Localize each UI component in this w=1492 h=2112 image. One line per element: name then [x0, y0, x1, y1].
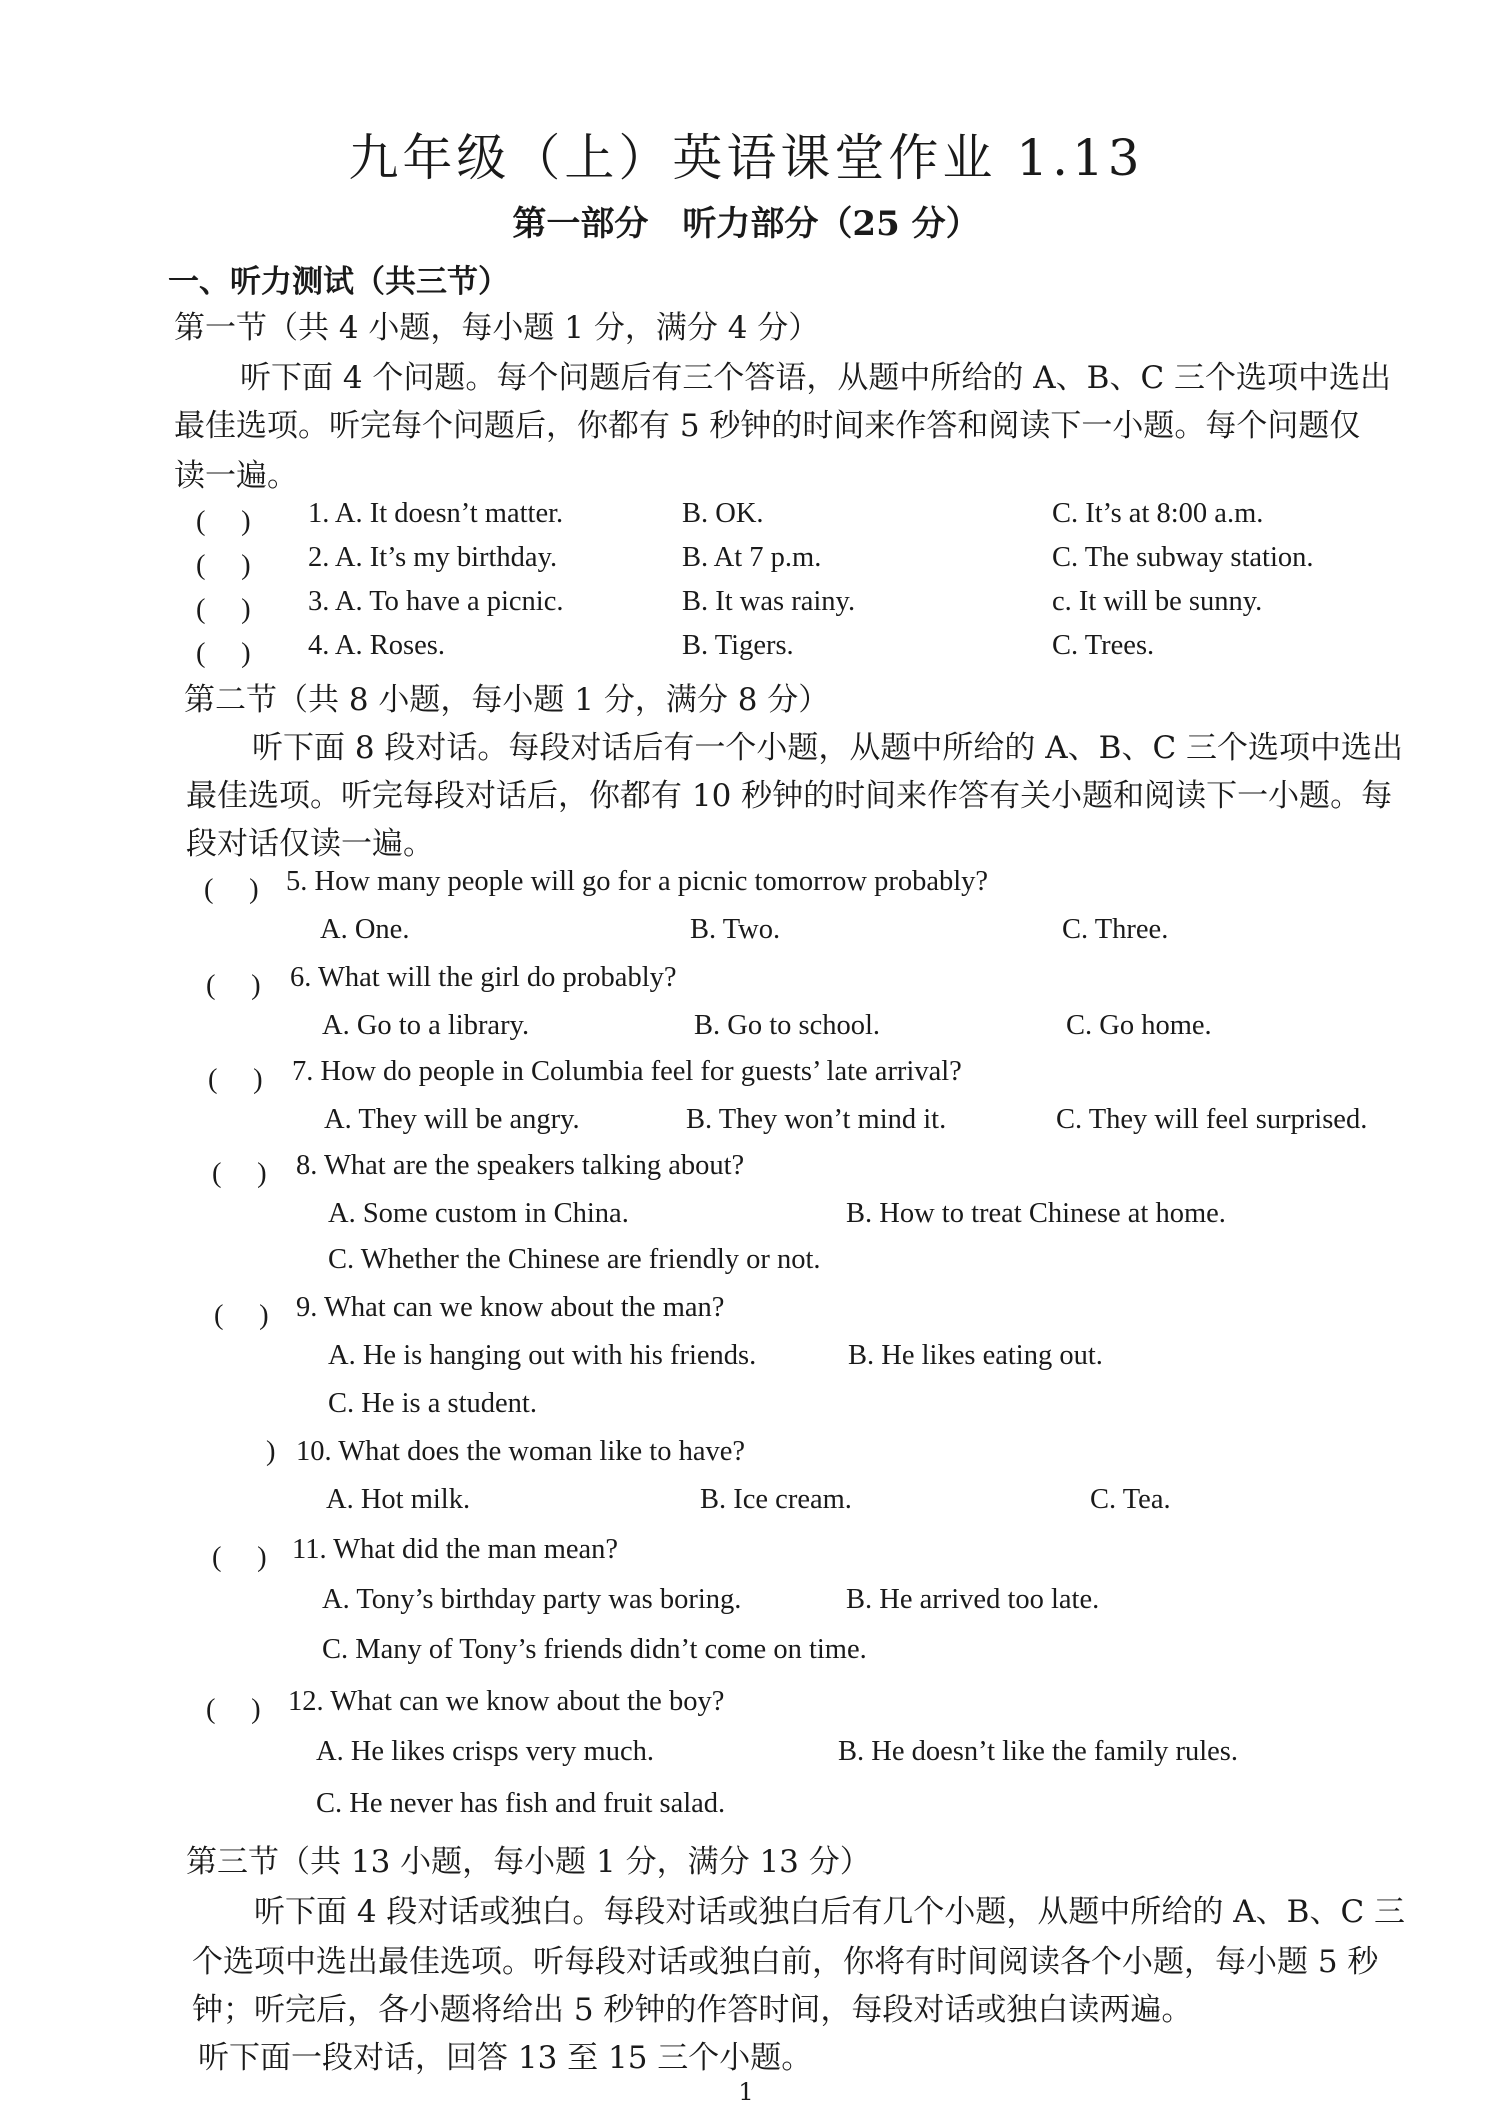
question-12-option-a: A. He likes crisps very much.: [316, 1736, 654, 1767]
answer-blank[interactable]: ( ): [196, 550, 251, 581]
question-7-option-b: B. They won’t mind it.: [686, 1104, 947, 1135]
question-10-option-c: C. Tea.: [1090, 1484, 1171, 1515]
question-6-option-c: C. Go home.: [1066, 1010, 1212, 1041]
question-2-option-c: C. The subway station.: [1052, 542, 1314, 573]
answer-blank[interactable]: ( ): [206, 1694, 261, 1725]
section1-instruction-line: 最佳选项。听完每个问题后，你都有 5 秒钟的时间来作答和阅读下一小题。每个问题仅: [174, 408, 1361, 444]
question-3-option-b: B. It was rainy.: [682, 586, 856, 617]
section2-instruction-line: 听下面 8 段对话。每段对话后有一个小题，从题中所给的 A、B、C 三个选项中选出: [252, 730, 1404, 766]
answer-blank[interactable]: ( ): [208, 1064, 263, 1095]
section3-instruction-line: 听下面 4 段对话或独白。每段对话或独白后有几个小题，从题中所给的 A、B、C 三: [254, 1894, 1406, 1930]
section3-heading: 第三节（共 13 小题，每小题 1 分，满分 13 分）: [186, 1844, 871, 1880]
question-1-option-c: C. It’s at 8:00 a.m.: [1052, 498, 1264, 529]
question-2-option-b: B. At 7 p.m.: [682, 542, 822, 573]
section1-heading: 第一节（共 4 小题，每小题 1 分，满分 4 分）: [174, 310, 820, 346]
question-12-option-b: B. He doesn’t like the family rules.: [838, 1736, 1238, 1767]
section3-sub-instruction: 听下面一段对话，回答 13 至 15 三个小题。: [198, 2040, 813, 2076]
answer-blank[interactable]: ( ): [196, 594, 251, 625]
section1-instruction-line: 听下面 4 个问题。每个问题后有三个答语，从题中所给的 A、B、C 三个选项中选出: [240, 360, 1392, 396]
answer-blank[interactable]: ( ): [204, 874, 259, 905]
question-1-option-a: 1. A. It doesn’t matter.: [308, 498, 564, 529]
question-11-option-c: C. Many of Tony’s friends didn’t come on time.: [322, 1634, 867, 1665]
question-7-option-c: C. They will feel surprised.: [1056, 1104, 1368, 1135]
question-2-option-a: 2. A. It’s my birthday.: [308, 542, 558, 573]
question-12-text: 12. What can we know about the boy?: [288, 1686, 725, 1717]
question-8-option-a: A. Some custom in China.: [328, 1198, 629, 1229]
question-11-option-b: B. He arrived too late.: [846, 1584, 1100, 1615]
question-5-option-a: A. One.: [320, 914, 410, 945]
answer-blank[interactable]: ( ): [214, 1300, 269, 1331]
page-number: 1: [738, 2078, 754, 2106]
section2-instruction-line: 最佳选项。听完每段对话后，你都有 10 秒钟的时间来作答有关小题和阅读下一小题。每: [186, 778, 1393, 814]
question-10-option-b: B. Ice cream.: [700, 1484, 852, 1515]
question-11-option-a: A. Tony’s birthday party was boring.: [322, 1584, 742, 1615]
answer-blank[interactable]: ( ): [206, 970, 261, 1001]
question-8-option-b: B. How to treat Chinese at home.: [846, 1198, 1226, 1229]
answer-blank[interactable]: ( ): [196, 638, 251, 669]
question-4-option-a: 4. A. Roses.: [308, 630, 445, 661]
question-4-option-c: C. Trees.: [1052, 630, 1155, 661]
section2-instruction-line: 段对话仅读一遍。: [186, 826, 434, 862]
question-1-option-b: B. OK.: [682, 498, 764, 529]
question-12-option-c: C. He never has fish and fruit salad.: [316, 1788, 726, 1819]
question-8-option-c: C. Whether the Chinese are friendly or not.: [328, 1244, 821, 1275]
part-subtitle: 第一部分 听力部分（25 分）: [512, 204, 980, 244]
question-5-option-c: C. Three.: [1062, 914, 1169, 945]
question-5-option-b: B. Two.: [690, 914, 781, 945]
question-6-option-b: B. Go to school.: [694, 1010, 881, 1041]
section2-heading: 第二节（共 8 小题，每小题 1 分，满分 8 分）: [184, 682, 830, 718]
answer-blank[interactable]: ( ): [212, 1542, 267, 1573]
question-3-option-a: 3. A. To have a picnic.: [308, 586, 564, 617]
question-5-text: 5. How many people will go for a picnic tomorrow probably?: [286, 866, 989, 897]
question-9-option-b: B. He likes eating out.: [848, 1340, 1103, 1371]
question-9-option-a: A. He is hanging out with his friends.: [328, 1340, 757, 1371]
question-11-text: 11. What did the man mean?: [292, 1534, 619, 1565]
answer-blank[interactable]: ( ): [212, 1158, 267, 1189]
answer-blank[interactable]: ): [266, 1436, 276, 1467]
question-9-text: 9. What can we know about the man?: [296, 1292, 725, 1323]
question-6-text: 6. What will the girl do probably?: [290, 962, 677, 993]
question-6-option-a: A. Go to a library.: [322, 1010, 530, 1041]
question-3-option-c: c. It will be sunny.: [1052, 586, 1263, 617]
question-4-option-b: B. Tigers.: [682, 630, 794, 661]
section1-instruction-line: 读一遍。: [174, 458, 298, 494]
question-7-text: 7. How do people in Columbia feel for guests’ late arrival?: [292, 1056, 962, 1087]
question-10-option-a: A. Hot milk.: [326, 1484, 471, 1515]
question-8-text: 8. What are the speakers talking about?: [296, 1150, 745, 1181]
question-9-option-c: C. He is a student.: [328, 1388, 537, 1419]
page-title: 九年级（上）英语课堂作业 1.13: [348, 129, 1144, 187]
answer-blank[interactable]: ( ): [196, 506, 251, 537]
part-heading: 一、听力测试（共三节）: [168, 264, 509, 300]
section3-instruction-line: 个选项中选出最佳选项。听每段对话或独白前，你将有时间阅读各个小题，每小题 5 秒: [192, 1944, 1379, 1980]
question-10-text: 10. What does the woman like to have?: [296, 1436, 746, 1467]
question-7-option-a: A. They will be angry.: [324, 1104, 580, 1135]
section3-instruction-line: 钟；听完后，各小题将给出 5 秒钟的作答时间，每段对话或独白读两遍。: [192, 1992, 1193, 2028]
